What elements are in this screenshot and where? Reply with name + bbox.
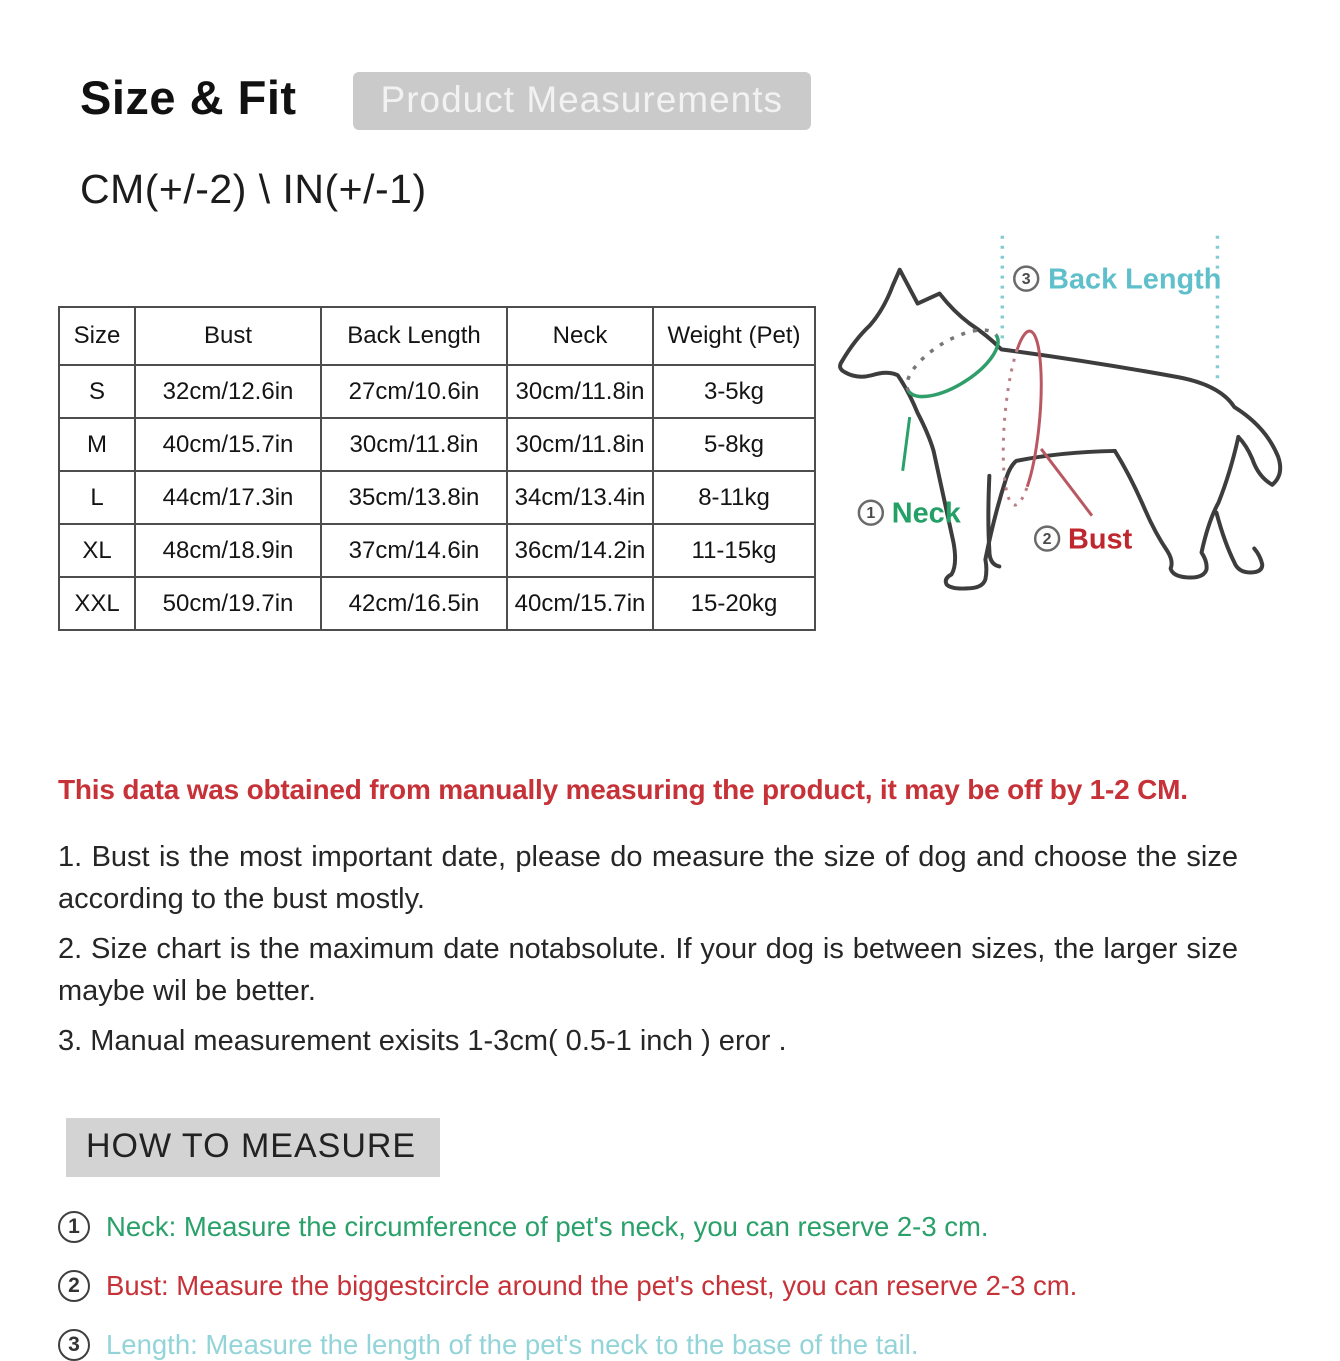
- bust-text: Bust: [1068, 523, 1133, 556]
- how-to-measure-heading: HOW TO MEASURE: [66, 1118, 440, 1177]
- note-2: 2. Size chart is the maximum date notabsolute. If your dog is between sizes, the larger size maybe wil be better.: [58, 933, 1238, 1008]
- cell: 30cm/11.8in: [507, 365, 653, 418]
- col-size: Size: [59, 307, 135, 365]
- table-and-diagram-row: [58, 221, 1340, 656]
- back-length-text: Back Length: [1048, 263, 1222, 296]
- step-length: [58, 1329, 1340, 1361]
- step-3-circle-number: 3: [58, 1329, 90, 1361]
- cell: 27cm/10.6in: [321, 365, 507, 418]
- cell: 30cm/11.8in: [321, 418, 507, 471]
- col-weight: Weight (Pet): [653, 307, 815, 365]
- table-row: [59, 418, 815, 471]
- how-to-measure-steps: [58, 1211, 1340, 1361]
- cell: 37cm/14.6in: [321, 524, 507, 577]
- cell: 44cm/17.3in: [135, 471, 321, 524]
- table-header-row: [59, 307, 815, 365]
- bust-number: 2: [1042, 530, 1052, 548]
- step-1-text: Neck: Measure the circumference of pet's neck, you can reserve 2-3 cm.: [106, 1211, 989, 1243]
- cell: 48cm/18.9in: [135, 524, 321, 577]
- bust-label: [1035, 524, 1132, 556]
- cell: 34cm/13.4in: [507, 471, 653, 524]
- table-row: [59, 471, 815, 524]
- cell: 15-20kg: [653, 577, 815, 630]
- cell: 42cm/16.5in: [321, 577, 507, 630]
- neck-label: [859, 498, 962, 530]
- note-1: 1. Bust is the most important date, please do measure the size of dog and choose the size according to the bust mostly.: [58, 841, 1238, 916]
- col-neck: Neck: [507, 307, 653, 365]
- cell: 5-8kg: [653, 418, 815, 471]
- back-length-label: [1014, 264, 1221, 296]
- header: [58, 70, 1340, 130]
- table-row: [59, 365, 815, 418]
- neck-ellipse-solid: [909, 335, 998, 396]
- note-3: 3. Manual measurement exisits 1-3cm( 0.5-1 inch ) eror .: [58, 1025, 787, 1058]
- cell: M: [59, 418, 135, 471]
- bust-pointer-line: [1041, 449, 1092, 516]
- dog-diagram-wrap: [830, 221, 1328, 656]
- col-bust: Bust: [135, 307, 321, 365]
- cell: 40cm/15.7in: [507, 577, 653, 630]
- back-length-number: 3: [1021, 270, 1031, 288]
- tolerance-note: CM(+/-2) \ IN(+/-1): [80, 166, 427, 212]
- dog-measurement-diagram: [830, 221, 1328, 651]
- cell: XL: [59, 524, 135, 577]
- table-row: [59, 524, 815, 577]
- measurement-disclaimer: This data was obtained from manually measuring the product, it may be off by 1-2 CM.: [58, 774, 1188, 805]
- cell: S: [59, 365, 135, 418]
- neck-pointer-line: [903, 417, 910, 471]
- col-back-length: Back Length: [321, 307, 507, 365]
- step-1-circle-number: 1: [58, 1211, 90, 1243]
- step-neck: [58, 1211, 1340, 1243]
- page-title: Size & Fit: [80, 71, 297, 124]
- cell: 8-11kg: [653, 471, 815, 524]
- table-row: [59, 577, 815, 630]
- cell: 30cm/11.8in: [507, 418, 653, 471]
- step-3-text: Length: Measure the length of the pet's neck to the base of the tail.: [106, 1329, 919, 1361]
- cell: 50cm/19.7in: [135, 577, 321, 630]
- neck-ellipse-dashed: [907, 330, 996, 391]
- cell: XXL: [59, 577, 135, 630]
- cell: L: [59, 471, 135, 524]
- neck-text: Neck: [891, 497, 961, 530]
- cell: 40cm/15.7in: [135, 418, 321, 471]
- step-2-text: Bust: Measure the biggestcircle around the pet's chest, you can reserve 2-3 cm.: [106, 1270, 1078, 1302]
- size-table-wrap: [58, 306, 816, 631]
- size-chart-table: [58, 306, 816, 631]
- cell: 3-5kg: [653, 365, 815, 418]
- step-bust: [58, 1270, 1340, 1302]
- notes-section: [58, 836, 1238, 1062]
- cell: 36cm/14.2in: [507, 524, 653, 577]
- cell: 11-15kg: [653, 524, 815, 577]
- dog-far-hind-leg: [1216, 513, 1262, 573]
- product-measurements-badge: Product Measurements: [353, 72, 812, 130]
- step-2-circle-number: 2: [58, 1270, 90, 1302]
- cell: 32cm/12.6in: [135, 365, 321, 418]
- cell: 35cm/13.8in: [321, 471, 507, 524]
- neck-number: 1: [866, 504, 876, 522]
